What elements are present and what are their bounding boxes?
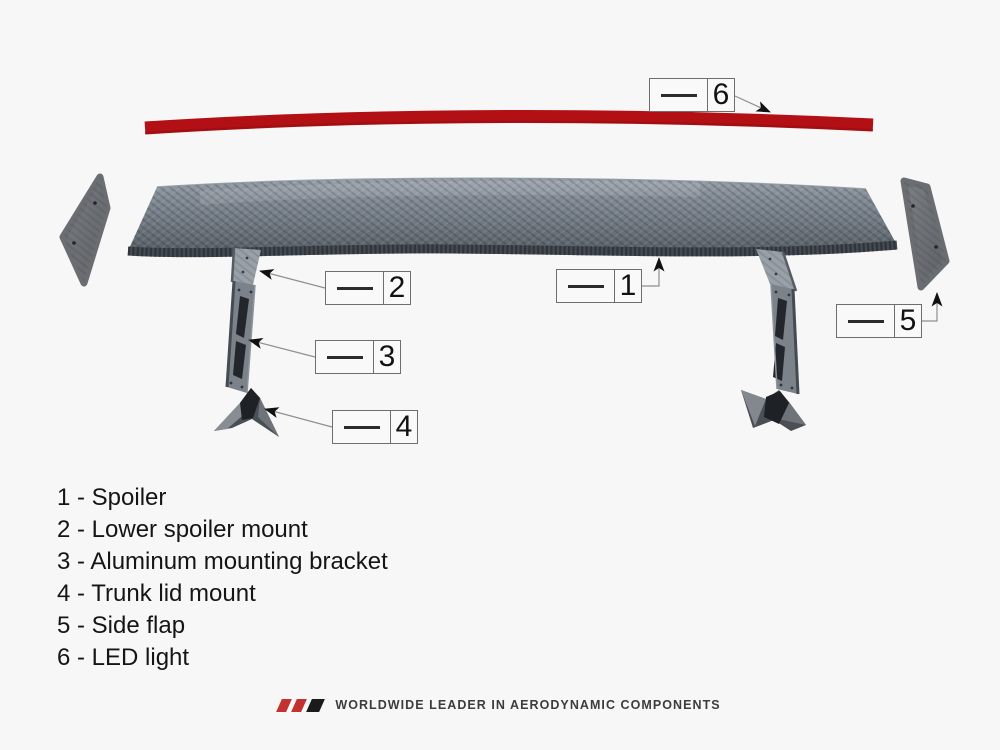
footer	[0, 694, 1000, 716]
legend-item-5: 5 - Side flap	[57, 612, 186, 639]
dash-symbol	[333, 411, 391, 443]
callout-box-1	[556, 269, 642, 303]
callout-box-4	[332, 410, 418, 444]
callout-box-5	[836, 304, 922, 338]
callout-number-2: 2	[388, 271, 406, 304]
left-side-flap	[63, 177, 107, 283]
callout-number-3: 3	[378, 340, 396, 373]
led-light-strip	[145, 117, 873, 133]
right-trunk-lid-mount	[741, 390, 806, 431]
callout-box-2	[325, 271, 411, 305]
callout-leader-lines	[249, 96, 937, 427]
dash-symbol	[316, 341, 374, 373]
logo-stripe-black	[306, 699, 325, 712]
left-aluminum-bracket	[227, 281, 255, 393]
logo-stripe-red-2	[291, 699, 307, 712]
callout-number-1: 1	[619, 269, 637, 302]
callout-number-6: 6	[712, 78, 730, 111]
callout-box-3	[315, 340, 401, 374]
callout-number-4: 4	[395, 410, 413, 443]
right-aluminum-bracket	[771, 284, 798, 394]
legend-item-6: 6 - LED light	[57, 644, 190, 671]
legend-item-3: 3 - Aluminum mounting bracket	[57, 548, 388, 575]
callout-box-6	[649, 78, 735, 112]
dash-symbol	[650, 79, 708, 111]
dash-symbol	[326, 272, 384, 304]
spoiler-wing	[128, 178, 897, 252]
logo-stripe-red-1	[276, 699, 292, 712]
legend-item-1: 1 - Spoiler	[57, 484, 167, 511]
dash-symbol	[557, 270, 615, 302]
dash-symbol	[837, 305, 895, 337]
left-trunk-lid-mount	[214, 388, 279, 437]
legend-item-2: 2 - Lower spoiler mount	[57, 516, 308, 543]
parts-legend	[57, 482, 388, 674]
footer-tagline: WORLDWIDE LEADER IN AERODYNAMIC COMPONENTS	[335, 698, 721, 712]
right-side-flap	[904, 181, 946, 287]
callout-number-5: 5	[899, 304, 917, 337]
brand-logo	[279, 699, 322, 712]
legend-item-4: 4 - Trunk lid mount	[57, 580, 256, 607]
